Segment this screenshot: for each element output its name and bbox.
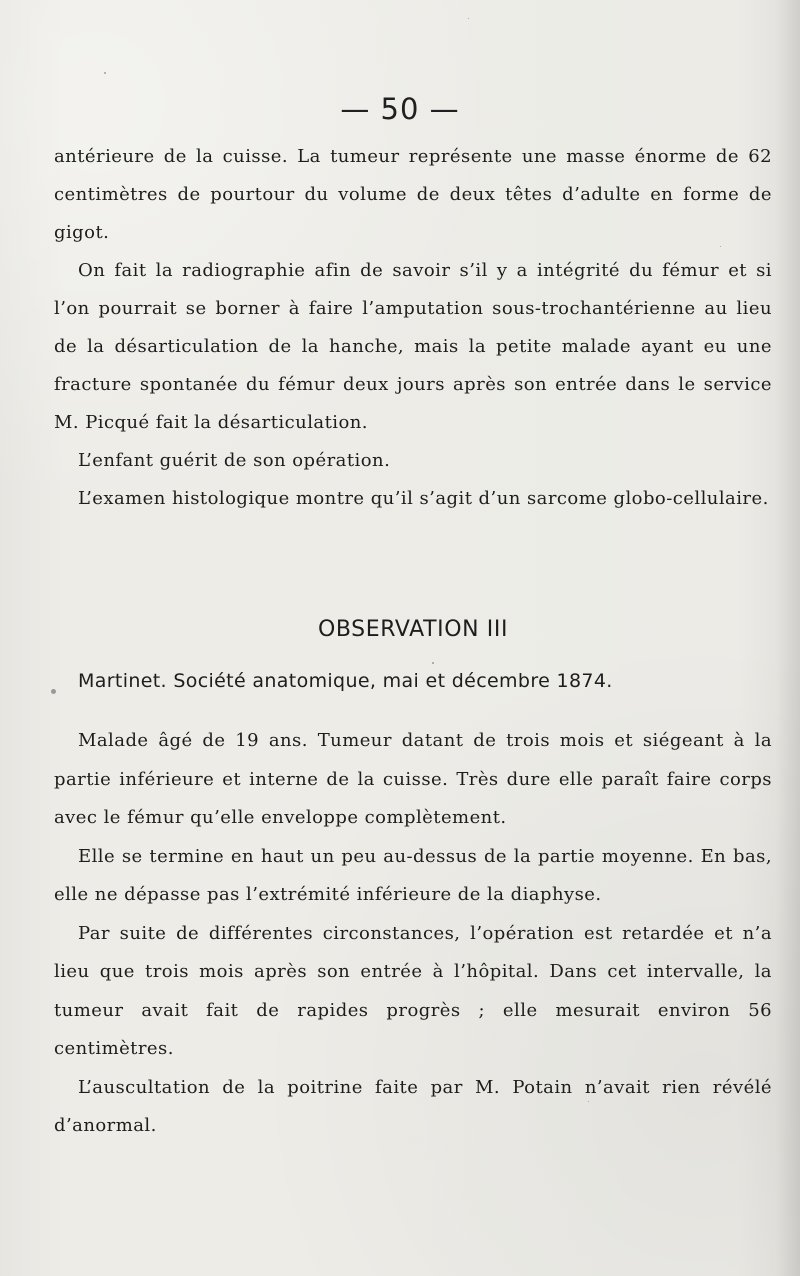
paragraph: L’enfant guérit de son opération. [78,450,391,471]
paper-speck [51,689,56,694]
text-block-bottom [54,722,772,1146]
page-edge-shadow [776,0,800,1276]
paragraph: Elle se termine en haut un peu au-dessus de la partie moyenne. En bas, elle ne dépasse pas l’extrémité inférieure de la diaphyse. [54,845,772,905]
observation-source: Martinet. Société anatomique, mai et décembre 1874. [78,670,613,692]
paper-speck [468,18,469,19]
text-block-top [54,138,772,518]
paragraph: L’auscultation de la poitrine faite par M. Potain n’avait rien révélé d’anormal. [54,1076,772,1136]
paragraph: On fait la radiographie afin de savoir s’il y a intégrité du fémur et si l’on pourrait se borner à faire l’amputation sous-trochantérienne au lieu de la désarticulation de la hanche, mais la petite malade ayant eu une fracture spontanée du fémur deux jours après son entrée dans le service M. Picqué fait la désarticulation. [54,260,772,433]
paragraph: antérieure de la cuisse. La tumeur représente une masse énorme de 62 centimètres de pourtour du volume de deux têtes d’adulte en forme de gigot. [54,146,772,243]
paragraph: Malade âgé de 19 ans. Tumeur datant de trois mois et siégeant à la partie inférieure et interne de la cuisse. Très dure elle paraît faire corps avec le fémur qu’elle enveloppe complètement. [54,730,772,828]
paragraph: L’examen histologique montre qu’il s’agit d’un sarcome globo-cellulaire. [78,488,769,509]
page-number: — 50 — [340,92,460,126]
observation-heading: OBSERVATION III [317,617,509,642]
paper-speck [432,662,434,664]
paragraph: Par suite de différentes circonstances, l’opération est retardée et n’a lieu que trois mois après son entrée à l’hôpital. Dans cet intervalle, la tumeur avait fait de rapides progrès ; elle mesurait environ 56 centimètres. [54,922,772,1059]
paper-speck [104,72,106,74]
